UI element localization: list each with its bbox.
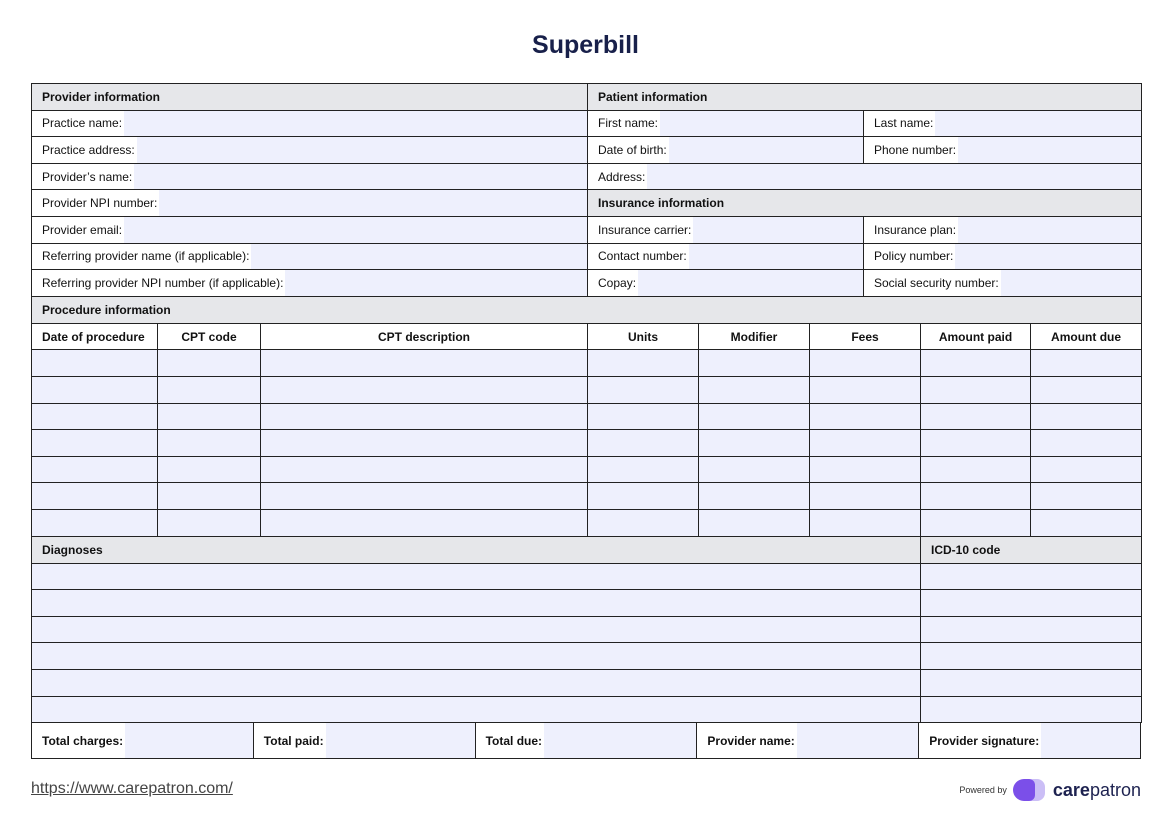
diagnosis-cell[interactable] — [32, 670, 921, 697]
procedure-cell[interactable] — [921, 510, 1031, 537]
carepatron-link[interactable]: https://www.carepatron.com/ — [31, 780, 233, 797]
procedure-cell[interactable] — [699, 483, 810, 510]
procedure-cell[interactable] — [261, 456, 588, 483]
field-label: Policy number: — [864, 244, 955, 270]
field-label: First name: — [588, 111, 660, 137]
column-header: Amount due — [1031, 323, 1142, 350]
procedure-cell[interactable] — [1031, 483, 1142, 510]
procedure-cell[interactable] — [588, 377, 699, 404]
procedure-cell[interactable] — [1031, 377, 1142, 404]
ssn-field[interactable] — [864, 270, 1142, 297]
procedure-cell[interactable] — [1031, 456, 1142, 483]
procedure-row — [32, 403, 1142, 430]
diagnosis-row — [32, 643, 1142, 670]
diagnoses-header: Diagnoses — [32, 537, 921, 564]
powered-by-label: Powered by — [959, 785, 1007, 795]
provider-signature-field[interactable] — [919, 723, 1141, 758]
field-label: Provider NPI number: — [32, 190, 159, 216]
procedure-cell[interactable] — [1031, 403, 1142, 430]
procedure-cell[interactable] — [699, 403, 810, 430]
address-field[interactable] — [588, 163, 1142, 190]
diagnosis-row — [32, 616, 1142, 643]
procedure-table — [31, 297, 1142, 537]
procedure-cell[interactable] — [921, 377, 1031, 404]
procedure-cell[interactable] — [261, 403, 588, 430]
brand-name — [1053, 780, 1141, 801]
column-header: Modifier — [699, 323, 810, 350]
totals-row — [31, 723, 1141, 759]
procedure-cell[interactable] — [1031, 510, 1142, 537]
procedure-cell[interactable] — [158, 350, 261, 377]
procedure-cell[interactable] — [810, 350, 921, 377]
provider-email-field[interactable] — [32, 216, 588, 243]
page-title: Superbill — [532, 31, 639, 59]
procedure-cell[interactable] — [261, 510, 588, 537]
field-label: Provider’s name: — [32, 164, 134, 190]
provider-info-header: Provider information — [32, 84, 588, 111]
insurance-plan-field[interactable] — [864, 216, 1142, 243]
procedure-cell[interactable] — [699, 350, 810, 377]
procedure-cell[interactable] — [158, 403, 261, 430]
icd10-cell[interactable] — [921, 616, 1142, 643]
column-header: Date of procedure — [32, 323, 158, 350]
copay-field[interactable] — [588, 270, 864, 297]
icd10-cell[interactable] — [921, 670, 1142, 697]
procedure-cell[interactable] — [158, 456, 261, 483]
procedure-cell[interactable] — [261, 377, 588, 404]
contact-number-field[interactable] — [588, 243, 864, 270]
procedure-cell[interactable] — [810, 403, 921, 430]
procedure-cell[interactable] — [810, 430, 921, 457]
procedure-row — [32, 430, 1142, 457]
field-label: Referring provider name (if applicable): — [32, 244, 251, 270]
field-label: Copay: — [588, 270, 638, 296]
diagnoses-table — [31, 537, 1142, 724]
carepatron-logo-icon — [1013, 778, 1047, 802]
procedure-cell[interactable] — [1031, 430, 1142, 457]
field-label: Total charges: — [32, 723, 125, 758]
patient-info-header: Patient information — [588, 84, 1142, 111]
icd10-cell[interactable] — [921, 696, 1142, 723]
policy-number-field[interactable] — [864, 243, 1142, 270]
procedure-cell[interactable] — [699, 377, 810, 404]
column-header: Fees — [810, 323, 921, 350]
field-label: Total due: — [476, 723, 544, 758]
field-label: Practice address: — [32, 137, 137, 163]
diagnosis-cell[interactable] — [32, 563, 921, 590]
diagnosis-row — [32, 590, 1142, 617]
procedure-cell[interactable] — [588, 456, 699, 483]
procedure-cell[interactable] — [32, 350, 158, 377]
procedure-cell[interactable] — [158, 430, 261, 457]
procedure-cell[interactable] — [32, 377, 158, 404]
icd10-cell[interactable] — [921, 563, 1142, 590]
brand-rest: patron — [1089, 779, 1141, 800]
procedure-cell[interactable] — [158, 377, 261, 404]
field-label: Referring provider NPI number (if applicable): — [32, 270, 285, 296]
procedure-cell[interactable] — [921, 483, 1031, 510]
procedure-row — [32, 456, 1142, 483]
field-label: Contact number: — [588, 244, 689, 270]
dob-field[interactable] — [588, 137, 864, 164]
procedure-cell[interactable] — [810, 456, 921, 483]
first-name-field[interactable] — [588, 110, 864, 137]
procedure-cell[interactable] — [32, 403, 158, 430]
diagnosis-cell[interactable] — [32, 696, 921, 723]
field-label: Last name: — [864, 111, 935, 137]
procedure-row — [32, 510, 1142, 537]
procedure-cell[interactable] — [810, 377, 921, 404]
procedure-row — [32, 350, 1142, 377]
procedure-cell[interactable] — [810, 483, 921, 510]
insurance-carrier-field[interactable] — [588, 216, 864, 243]
procedure-cell[interactable] — [699, 430, 810, 457]
procedure-row — [32, 483, 1142, 510]
provider-name-total-field[interactable] — [697, 723, 919, 758]
procedure-cell[interactable] — [261, 430, 588, 457]
procedure-cell[interactable] — [921, 403, 1031, 430]
procedure-cell[interactable] — [810, 510, 921, 537]
superbill-form — [31, 83, 1141, 759]
field-label: Insurance plan: — [864, 217, 958, 243]
field-label: Address: — [588, 164, 647, 190]
column-header: CPT description — [261, 323, 588, 350]
procedure-cell[interactable] — [588, 403, 699, 430]
procedure-cell[interactable] — [699, 510, 810, 537]
column-header: CPT code — [158, 323, 261, 350]
practice-address-field[interactable] — [32, 137, 588, 164]
procedure-cell[interactable] — [158, 483, 261, 510]
procedure-cell[interactable] — [158, 510, 261, 537]
procedure-cell[interactable] — [921, 350, 1031, 377]
diagnosis-row — [32, 696, 1142, 723]
field-label: Provider name: — [697, 723, 796, 758]
procedure-cell[interactable] — [921, 430, 1031, 457]
procedure-info-header: Procedure information — [32, 297, 1142, 324]
icd10-cell[interactable] — [921, 590, 1142, 617]
powered-by — [959, 778, 1141, 802]
field-label: Insurance carrier: — [588, 217, 693, 243]
diagnosis-cell[interactable] — [32, 616, 921, 643]
phone-field[interactable] — [864, 137, 1142, 164]
procedure-cell[interactable] — [588, 430, 699, 457]
procedure-cell[interactable] — [32, 456, 158, 483]
column-header: Units — [588, 323, 699, 350]
referring-provider-npi-field[interactable] — [32, 270, 588, 297]
field-label: Provider email: — [32, 217, 124, 243]
procedure-cell[interactable] — [699, 456, 810, 483]
procedure-cell[interactable] — [32, 430, 158, 457]
field-label: Provider signature: — [919, 723, 1041, 758]
total-paid-field[interactable] — [253, 723, 475, 758]
icd10-header: ICD-10 code — [921, 537, 1142, 564]
info-section — [31, 83, 1142, 297]
diagnosis-cell[interactable] — [32, 590, 921, 617]
column-header: Amount paid — [921, 323, 1031, 350]
field-label: Total paid: — [254, 723, 326, 758]
insurance-info-header: Insurance information — [588, 190, 1142, 217]
diagnosis-row — [32, 563, 1142, 590]
procedure-cell[interactable] — [588, 483, 699, 510]
diagnosis-cell[interactable] — [32, 643, 921, 670]
provider-name-field[interactable] — [32, 163, 588, 190]
procedure-cell[interactable] — [32, 483, 158, 510]
procedure-cell[interactable] — [32, 510, 158, 537]
procedure-cell[interactable] — [261, 483, 588, 510]
icd10-cell[interactable] — [921, 643, 1142, 670]
provider-npi-field[interactable] — [32, 190, 588, 217]
procedure-cell[interactable] — [261, 350, 588, 377]
field-label: Practice name: — [32, 111, 124, 137]
procedure-cell[interactable] — [588, 350, 699, 377]
brand-bold: care — [1052, 779, 1090, 800]
field-label: Phone number: — [864, 137, 958, 163]
procedure-cell[interactable] — [588, 510, 699, 537]
total-due-field[interactable] — [475, 723, 697, 758]
referring-provider-name-field[interactable] — [32, 243, 588, 270]
procedure-row — [32, 377, 1142, 404]
total-charges-field[interactable] — [32, 723, 254, 758]
diagnosis-row — [32, 670, 1142, 697]
practice-name-field[interactable] — [32, 110, 588, 137]
procedure-cell[interactable] — [1031, 350, 1142, 377]
field-label: Social security number: — [864, 270, 1001, 296]
procedure-cell[interactable] — [921, 456, 1031, 483]
last-name-field[interactable] — [864, 110, 1142, 137]
field-label: Date of birth: — [588, 137, 669, 163]
